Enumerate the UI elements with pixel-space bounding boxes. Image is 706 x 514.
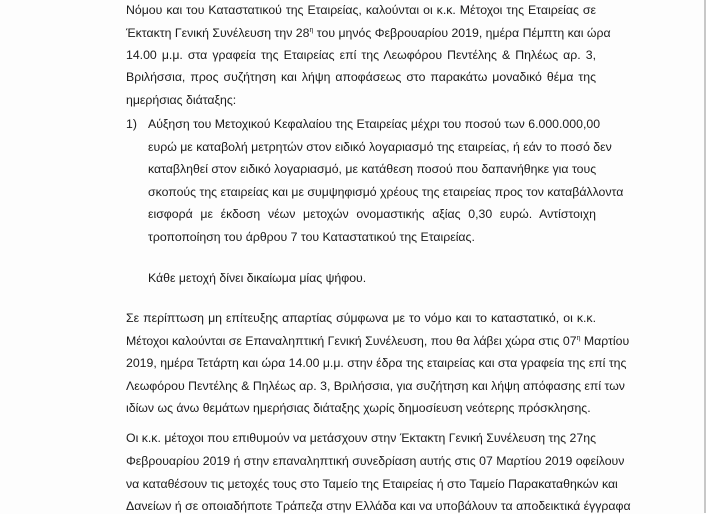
paragraph-1-line [126,25,611,41]
paragraph-2-line: ιδίων ως άνω θεμάτων ημερήσιας διάταξης χωρίς δημοσίευση νεότερης πρόσκλησης. [126,401,591,415]
agenda-item-line: εισφορά με έκδοση νέων μετοχών ονομαστικής αξίας 0,30 ευρώ. Αντίστοιχη [148,207,596,221]
agenda-item-line: σκοπούς της εταιρείας και με συμψηφισμό χρέους της εταιρείας προς τον καταβάλλοντα [148,185,624,199]
agenda-item-line: καταβληθεί στον ειδικό λογαριασμό, με κατάθεση ποσού που δαπανήθηκε για τους [148,162,597,176]
agenda-item-line: Αύξηση του Μετοχικού Κεφαλαίου της Εταιρείας μέχρι του ποσού των 6.000.000,00 [148,117,601,131]
paragraph-1-line: 14.00 μ.μ. στα γραφεία της Εταιρείας επί της Λεωφόρου Πεντέλης & Πηλέως αρ. 3, [126,48,596,62]
paragraph-3-line: Φεβρουαρίου 2019 ή στην επαναληπτική συνεδρίαση αυτής στις 07 Μαρτίου 2019 οφείλουν [126,454,625,468]
paragraph-2-line: Λεωφόρου Πεντέλης & Πηλέως αρ. 3, Βριλήσσια, για συζήτηση και λήψη απόφασης επί των [126,379,625,393]
text-run: Έκτακτη Γενική Συνέλευση την 28 [126,26,310,40]
agenda-item-line: τροποποίηση του άρθρου 7 του Καταστατικού της Εταιρείας. [148,230,475,244]
paragraph-2-line [126,333,630,349]
superscript: η [576,335,581,342]
paragraph-3-line: να καταθέσουν τις μετοχές τους στο Ταμείο της Εταιρείας ή στο Ταμείο Παρακαταθηκών και [126,477,618,491]
agenda-item-line: ευρώ με καταβολή μετρητών στον ειδικό λογαριασμό της εταιρείας, ή εάν το ποσό δεν [148,140,612,154]
text-run: του μηνός Φεβρουαρίου 2019, ημέρα Πέμπτη και ώρα [313,26,611,40]
superscript: η [309,27,314,34]
list-number: 1) [126,117,137,131]
vote-note: Κάθε μετοχή δίνει δικαίωμα μίας ψήφου. [148,271,367,285]
paragraph-1-line: Βριλήσσια, προς συζήτηση και λήψη αποφάσεως στο παρακάτω μοναδικό θέμα της [126,70,596,84]
paragraph-2-line: 2019, ημέρα Τετάρτη και ώρα 14.00 μ.μ. στην έδρα της εταιρείας και στα γραφεία της επί της [126,356,627,370]
paragraph-1-line: ημερήσιας διάταξης: [126,93,237,107]
paragraph-3-line: Οι κ.κ. μέτοχοι που επιθυμούν να μετάσχουν στην Έκτακτη Γενική Συνέλευση της 27ης [126,431,596,445]
text-run: Μέτοχοι καλούνται σε Επαναληπτική Γενική Συνέλευση, που θα λάβει χώρα στις 07 [126,334,577,348]
paragraph-1-line: Νόμου και του Καταστατικού της Εταιρείας, καλούνται οι κ.κ. Μέτοχοι της Εταιρείας σε [126,3,596,17]
paragraph-3-line: Δανείων ή σε οποιαδήποτε Τράπεζα στην Ελλάδα και να υποβάλουν τα αποδεικτικά έγγραφα [126,499,631,513]
text-run: Μαρτίου [580,334,630,348]
paragraph-2-line: Σε περίπτωση μη επίτευξης απαρτίας σύμφωνα με το νόμο και το καταστατικό, οι κ.κ. [126,311,596,325]
